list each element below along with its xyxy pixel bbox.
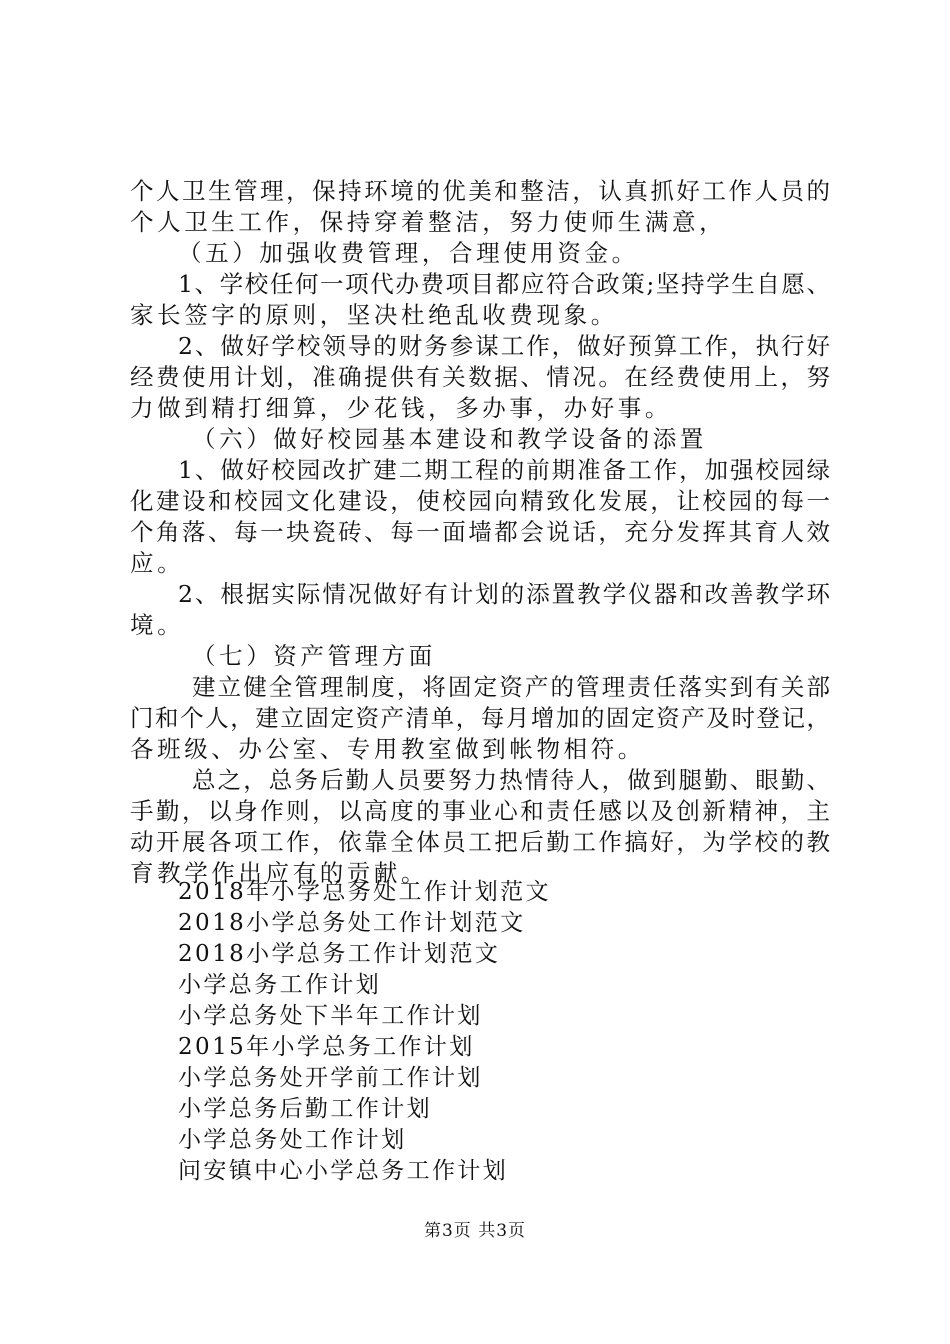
document-body bbox=[130, 176, 830, 889]
paragraph-line: 门和个人，建立固定资产清单，每月增加的固定资产及时登记， bbox=[130, 704, 830, 732]
paragraph-line: 手勤，以身作则，以高度的事业心和责任感以及创新精神，主 bbox=[130, 797, 830, 825]
paragraph-line: 育教学作出应有的贡献。 bbox=[130, 859, 429, 887]
paragraph-line: 动开展各项工作，依靠全体员工把后勤工作搞好，为学校的教 bbox=[130, 828, 830, 856]
paragraph-line: 境。 bbox=[130, 611, 185, 639]
paragraph-line: 建立健全管理制度，将固定资产的管理责任落实到有关部 bbox=[192, 673, 830, 701]
paragraph-line: 1、学校任何一项代办费项目都应符合政策;坚持学生自愿、 bbox=[178, 270, 830, 298]
paragraph-line: 各班级、办公室、专用教室做到帐物相符。 bbox=[130, 735, 645, 763]
related-link[interactable]: 2015年小学总务工作计划 bbox=[178, 1034, 475, 1060]
paragraph-line: 化建设和校园文化建设，使校园向精致化发展，让校园的每一 bbox=[130, 487, 830, 515]
paragraph-line: 2、根据实际情况做好有计划的添置教学仪器和改善教学环 bbox=[178, 580, 830, 608]
related-link[interactable]: 小学总务处下半年工作计划 bbox=[178, 1003, 483, 1029]
paragraph-line: 家长签字的原则，坚决杜绝乱收费现象。 bbox=[130, 301, 618, 329]
paragraph-line: 力做到精打细算，少花钱，多办事，办好事。 bbox=[130, 394, 672, 422]
related-link[interactable]: 2018小学总务工作计划范文 bbox=[178, 941, 501, 967]
paragraph-line: 个人卫生管理，保持环境的优美和整洁，认真抓好工作人员的 bbox=[130, 177, 830, 205]
paragraph-line: 个角落、每一块瓷砖、每一面墙都会说话，充分发挥其育人效 bbox=[130, 518, 830, 546]
related-link[interactable]: 问安镇中心小学总务工作计划 bbox=[178, 1158, 509, 1184]
paragraph-line: 2、做好学校领导的财务参谋工作，做好预算工作，执行好 bbox=[178, 332, 830, 360]
related-link[interactable]: 2018年小学总务处工作计划范文 bbox=[178, 879, 551, 905]
paragraph-line: 1、做好校园改扩建二期工程的前期准备工作，加强校园绿 bbox=[178, 456, 830, 484]
paragraph-line: 总之，总务后勤人员要努力热情待人，做到腿勤、眼勤、 bbox=[192, 766, 830, 794]
paragraph-line: 应。 bbox=[130, 549, 185, 577]
related-link[interactable]: 小学总务处工作计划 bbox=[178, 1127, 407, 1153]
related-link[interactable]: 小学总务后勤工作计划 bbox=[178, 1096, 432, 1122]
paragraph-line: 经费使用计划，准确提供有关数据、情况。在经费使用上，努 bbox=[130, 363, 830, 391]
related-link[interactable]: 2018小学总务处工作计划范文 bbox=[178, 910, 526, 936]
section-heading: （七）资产管理方面 bbox=[192, 642, 436, 670]
related-link[interactable]: 小学总务工作计划 bbox=[178, 972, 382, 998]
related-links-list bbox=[178, 877, 551, 1187]
paragraph-line: 个人卫生工作，保持穿着整洁，努力使师生满意， bbox=[130, 208, 727, 236]
related-link[interactable]: 小学总务处开学前工作计划 bbox=[178, 1065, 483, 1091]
section-heading: （六）做好校园基本建设和教学设备的添置 bbox=[192, 425, 707, 453]
page-number-footer: 第3页 共3页 bbox=[423, 1221, 527, 1241]
section-heading: （五）加强收费管理，合理使用资金。 bbox=[178, 239, 639, 267]
